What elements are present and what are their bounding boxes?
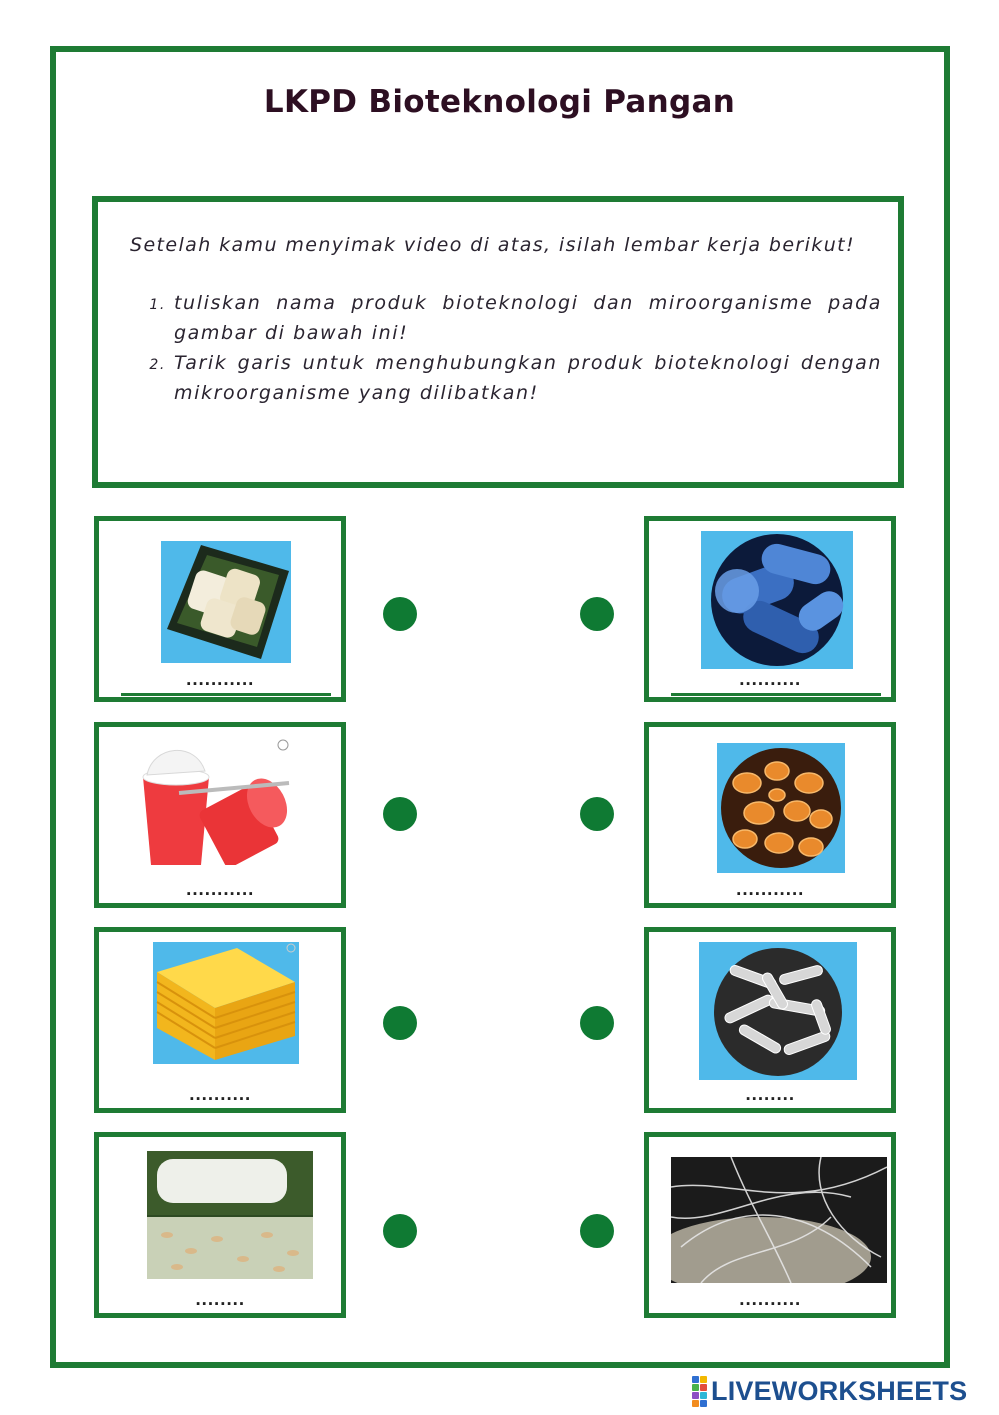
microbe-card-lactobacillus [644, 927, 896, 1113]
answer-blank[interactable]: ........... [185, 671, 255, 689]
right-connector-dot[interactable] [580, 597, 614, 631]
instructions-list [130, 288, 882, 408]
answer-blank[interactable]: .......... [739, 1291, 801, 1309]
left-connector-dot[interactable] [383, 1006, 417, 1040]
answer-line [121, 903, 331, 906]
answer-blank[interactable]: ........ [745, 1086, 795, 1104]
answer-line [121, 693, 331, 696]
rod-bacteria-image [701, 531, 853, 669]
page-title: LKPD Bioteknologi Pangan [263, 84, 736, 120]
left-connector-dot[interactable] [383, 797, 417, 831]
microbe-card-mold [644, 1132, 896, 1318]
answer-blank[interactable]: .......... [739, 671, 801, 689]
logo-blocks-icon [692, 1376, 707, 1407]
product-card-tempeh [94, 1132, 346, 1318]
microbe-card-bacteria [644, 516, 896, 702]
right-connector-dot[interactable] [580, 1214, 614, 1248]
answer-line [671, 1108, 881, 1111]
answer-line [671, 903, 881, 906]
product-card-yogurt [94, 722, 346, 908]
instruction-item: 2. Tarik garis untuk menghubungkan produk bioteknologi dengan mikroorganisme yang dilibatkan! [172, 348, 882, 408]
left-connector-dot[interactable] [383, 597, 417, 631]
product-card-cheese [94, 927, 346, 1113]
tape-image [161, 541, 291, 663]
yogurt-image [139, 737, 299, 865]
instruction-item: 1. tuliskan nama produk bioteknologi dan miroorganisme pada gambar di bawah ini! [172, 288, 882, 348]
answer-blank[interactable]: ........ [195, 1291, 245, 1309]
right-connector-dot[interactable] [580, 797, 614, 831]
mold-hyphae-image [671, 1157, 887, 1283]
answer-line [671, 693, 881, 696]
product-card-tape [94, 516, 346, 702]
answer-blank[interactable]: .......... [189, 1086, 251, 1104]
yeast-image [717, 743, 845, 873]
cheese-image [153, 942, 299, 1064]
answer-blank[interactable]: ........... [735, 881, 805, 899]
instructions-intro: Setelah kamu menyimak video di atas, isilah lembar kerja berikut! [130, 234, 856, 256]
answer-line [671, 1313, 881, 1316]
lactobacillus-image [699, 942, 857, 1080]
answer-line [121, 1313, 331, 1316]
liveworksheets-logo [692, 1376, 967, 1406]
answer-blank[interactable]: ........... [185, 881, 255, 899]
tempeh-image [147, 1151, 313, 1279]
microbe-card-yeast [644, 722, 896, 908]
right-connector-dot[interactable] [580, 1006, 614, 1040]
instructions-box [92, 196, 904, 488]
answer-line [123, 1108, 333, 1111]
brand-text: LIVEWORKSHEETS [711, 1375, 968, 1406]
left-connector-dot[interactable] [383, 1214, 417, 1248]
